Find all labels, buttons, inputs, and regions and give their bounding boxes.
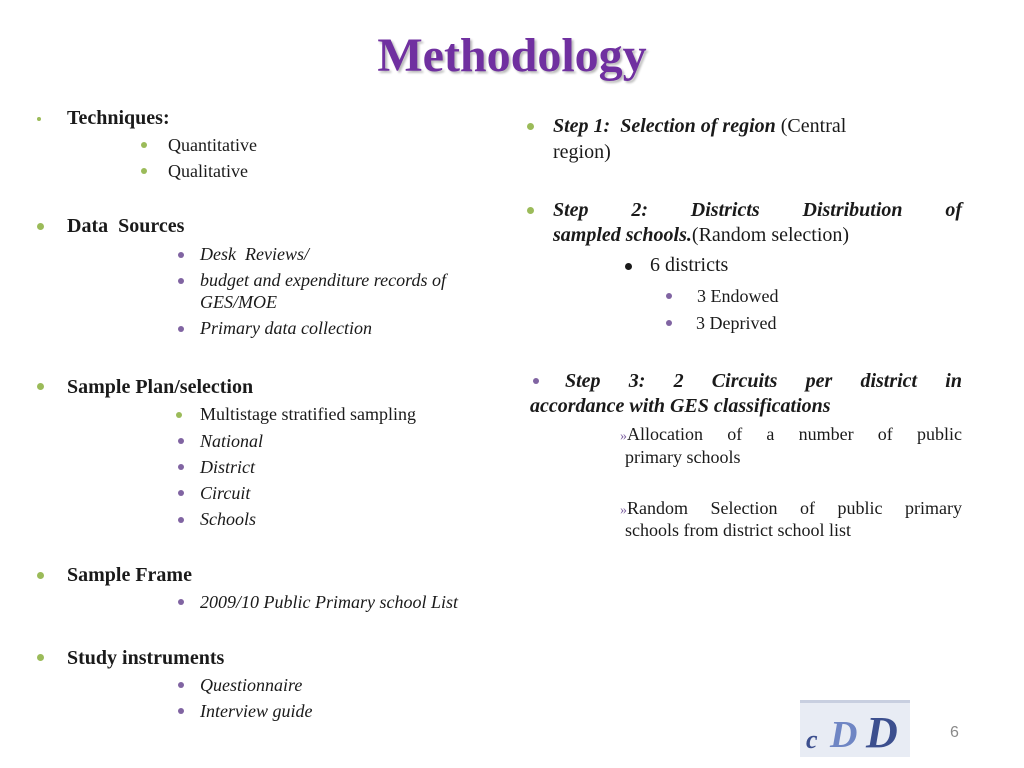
chevron-right-icon: » xyxy=(620,429,627,444)
list-item: 3 Deprived xyxy=(696,313,777,333)
data-sources-heading: Data Sources xyxy=(67,215,185,237)
slide-title: Methodology xyxy=(377,29,647,82)
techniques-heading: Techniques: xyxy=(67,107,170,129)
step1-rest: (Central xyxy=(775,115,847,137)
random-text: Random Selection of public primary xyxy=(627,498,962,518)
list-item: budget and expenditure records of xyxy=(200,270,446,290)
bullet-icon xyxy=(176,412,182,418)
bullet-icon xyxy=(666,320,672,326)
allocation-line1 xyxy=(620,424,962,445)
list-item: Multistage stratified sampling xyxy=(200,404,416,424)
allocation-text: Allocation of a number of public xyxy=(627,424,962,444)
bullet-icon xyxy=(37,223,44,230)
random-line2: schools from district school list xyxy=(625,520,851,540)
bullet-icon xyxy=(178,438,184,444)
list-item: Qualitative xyxy=(168,161,248,181)
logo-letter-d1: D xyxy=(830,714,858,756)
bullet-icon xyxy=(178,278,184,284)
bullet-icon xyxy=(178,464,184,470)
step3-line1: Step 3: 2 Circuits per district in xyxy=(565,370,962,392)
list-item: 3 Endowed xyxy=(697,286,779,306)
bullet-icon xyxy=(37,383,44,390)
bullet-icon xyxy=(37,572,44,579)
bullet-icon xyxy=(178,252,184,258)
bullet-icon xyxy=(178,599,184,605)
bullet-icon xyxy=(666,293,672,299)
bullet-icon xyxy=(625,263,632,270)
bullet-icon xyxy=(37,117,41,121)
bullet-icon xyxy=(37,654,44,661)
sample-frame-heading: Sample Frame xyxy=(67,564,192,586)
bullet-icon xyxy=(141,142,147,148)
list-item: Interview guide xyxy=(200,701,313,721)
step1-label: Step 1: Selection of region xyxy=(553,115,776,137)
sample-plan-heading: Sample Plan/selection xyxy=(67,376,254,398)
bullet-icon xyxy=(527,123,534,130)
list-item: Quantitative xyxy=(168,135,257,155)
bullet-icon xyxy=(178,682,184,688)
cdd-logo xyxy=(800,700,910,757)
bullet-icon xyxy=(178,490,184,496)
bullet-icon xyxy=(141,168,147,174)
step2-label: sampled schools. xyxy=(553,224,692,246)
bullet-icon xyxy=(178,326,184,332)
list-item: Primary data collection xyxy=(200,318,372,338)
list-item: District xyxy=(200,457,256,477)
list-item: National xyxy=(200,431,264,451)
list-item: Questionnaire xyxy=(200,675,303,695)
step2-sub: 6 districts xyxy=(650,254,729,276)
step2-line2 xyxy=(553,224,849,247)
list-item-continuation: GES/MOE xyxy=(200,292,277,312)
page-number: 6 xyxy=(950,724,959,741)
allocation-line2: primary schools xyxy=(625,447,741,467)
list-item: Schools xyxy=(200,509,256,529)
step1-line2: region) xyxy=(553,141,611,163)
step3-line2: accordance with GES classifications xyxy=(530,395,831,417)
logo-letter-c: c xyxy=(806,725,818,754)
random-line1 xyxy=(620,498,962,519)
instruments-heading: Study instruments xyxy=(67,647,225,669)
step1-line1 xyxy=(553,115,846,138)
list-item: Circuit xyxy=(200,483,251,503)
list-item: 2009/10 Public Primary school List xyxy=(200,592,458,612)
chevron-right-icon: » xyxy=(620,503,627,518)
logo-letter-d2: D xyxy=(866,708,898,757)
list-item: Desk Reviews/ xyxy=(200,244,309,264)
bullet-icon xyxy=(178,708,184,714)
bullet-icon xyxy=(527,207,534,214)
step2-line1: Step 2: Districts Distribution of xyxy=(553,199,962,221)
bullet-icon xyxy=(178,517,184,523)
step2-rest: (Random selection) xyxy=(691,224,850,246)
bullet-icon xyxy=(533,378,539,384)
